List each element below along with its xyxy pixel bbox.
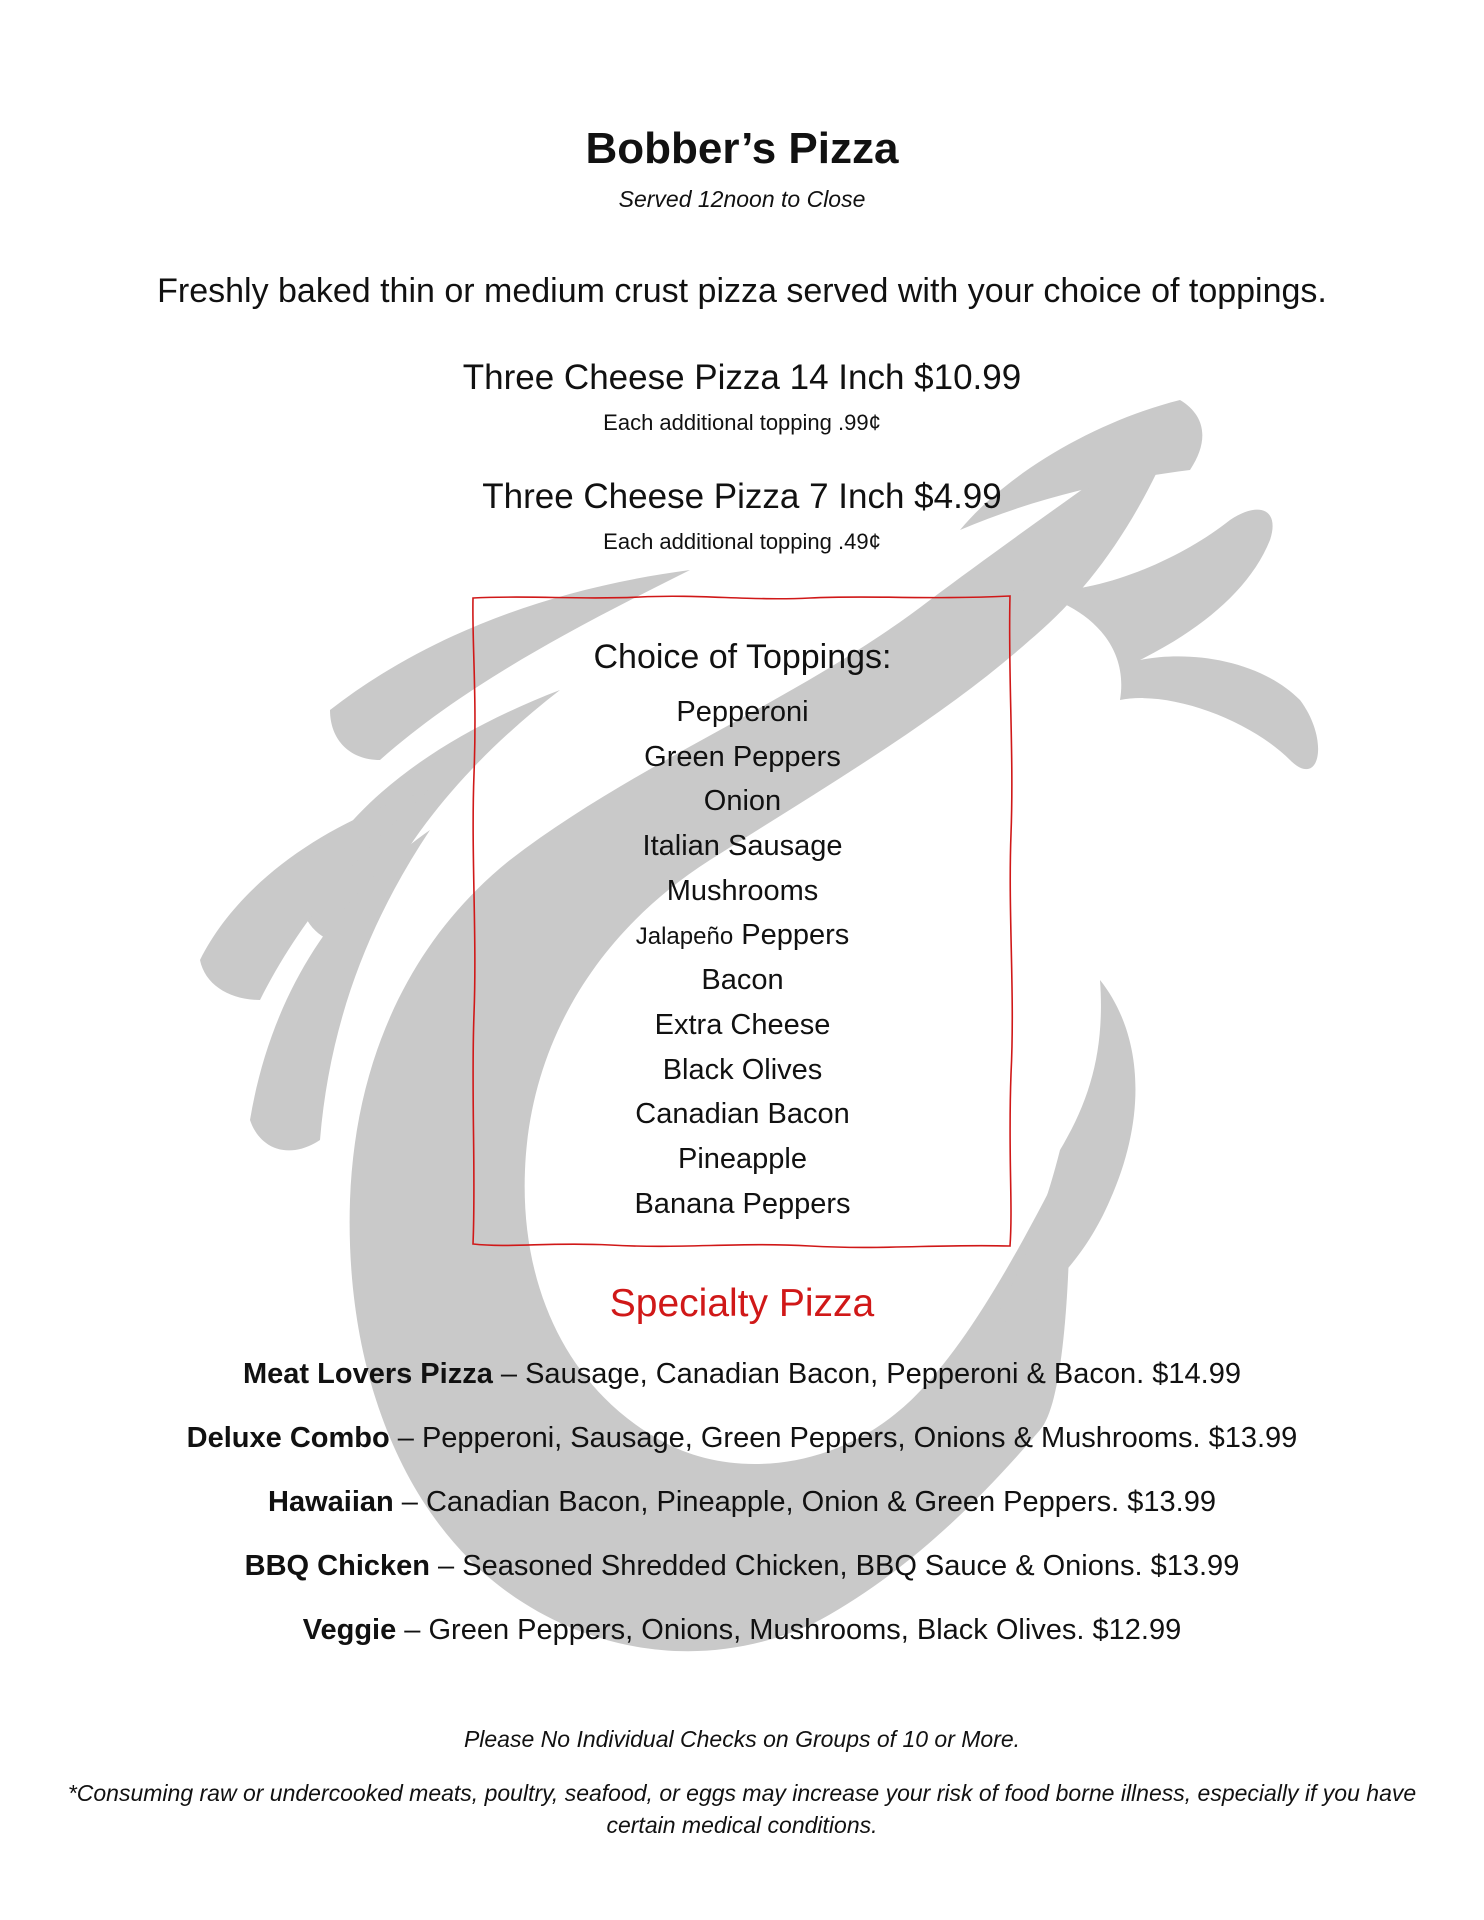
pizza-7-inch-note: Each additional topping .49¢ — [603, 529, 881, 554]
specialty-item — [0, 1614, 1484, 1647]
specialty-name: Veggie — [302, 1614, 397, 1646]
specialty-separator: – — [492, 1358, 526, 1390]
specialty-item — [0, 1358, 1484, 1391]
pizza-7-inch: Three Cheese Pizza 7 Inch $4.99 — [482, 477, 1002, 516]
specialty-name: Deluxe Combo — [186, 1422, 390, 1454]
list-item: Pineapple — [678, 1142, 807, 1175]
list-item: Mushrooms — [666, 874, 819, 907]
list-item: Italian Sausage — [642, 830, 843, 863]
specialty-separator: – — [393, 1486, 426, 1518]
list-item: Banana Peppers — [634, 1187, 851, 1220]
list-item: Canadian Bacon — [635, 1098, 850, 1131]
specialty-separator: – — [430, 1550, 463, 1582]
toppings-list — [470, 690, 1015, 1226]
list-item — [470, 913, 1015, 958]
page-title: Bobber’s Pizza — [585, 124, 899, 173]
specialty-separator: – — [396, 1614, 429, 1646]
specialty-description: Canadian Bacon, Pineapple, Onion & Green Peppers. $13.99 — [425, 1486, 1216, 1518]
specialty-heading: Specialty Pizza — [609, 1282, 875, 1325]
serving-hours: Served 12noon to Close — [618, 186, 866, 212]
specialty-name: BBQ Chicken — [244, 1550, 430, 1582]
checks-note: Please No Individual Checks on Groups of 10 or More. — [463, 1726, 1021, 1752]
specialty-separator: – — [389, 1422, 422, 1454]
toppings-box — [470, 594, 1015, 1250]
list-item: Extra Cheese — [654, 1008, 831, 1041]
specialty-description: Seasoned Shredded Chicken, BBQ Sauce & Onions. $13.99 — [462, 1550, 1240, 1582]
specialty-name: Meat Lovers Pizza — [243, 1358, 493, 1390]
specialty-item — [0, 1550, 1484, 1583]
pizza-14-inch-note: Each additional topping .99¢ — [603, 410, 881, 435]
food-warning-line-2: certain medical conditions. — [606, 1812, 878, 1838]
toppings-heading: Choice of Toppings: — [593, 638, 892, 676]
food-warning-line-1: *Consuming raw or undercooked meats, poultry, seafood, or eggs may increase your risk of food borne illness, especially if you have — [67, 1780, 1417, 1806]
list-item: Onion — [703, 785, 782, 818]
specialty-description: Sausage, Canadian Bacon, Pepperoni & Bacon. $14.99 — [525, 1358, 1241, 1390]
jalapeno-suffix: Peppers — [733, 919, 850, 952]
specialty-item — [0, 1422, 1484, 1455]
pizza-14-inch: Three Cheese Pizza 14 Inch $10.99 — [462, 358, 1022, 397]
specialty-name: Hawaiian — [268, 1486, 394, 1518]
specialty-item — [0, 1486, 1484, 1519]
list-item: Bacon — [701, 964, 784, 997]
list-item: Black Olives — [662, 1053, 823, 1086]
jalapeno-word: Jalapeño — [635, 923, 734, 951]
specialty-description: Green Peppers, Onions, Mushrooms, Black Olives. $12.99 — [428, 1614, 1182, 1646]
list-item: Green Peppers — [644, 740, 841, 773]
specialty-description: Pepperoni, Sausage, Green Peppers, Onions & Mushrooms. $13.99 — [421, 1422, 1298, 1454]
intro-text: Freshly baked thin or medium crust pizza served with your choice of toppings. — [157, 272, 1327, 310]
list-item: Pepperoni — [676, 696, 809, 728]
